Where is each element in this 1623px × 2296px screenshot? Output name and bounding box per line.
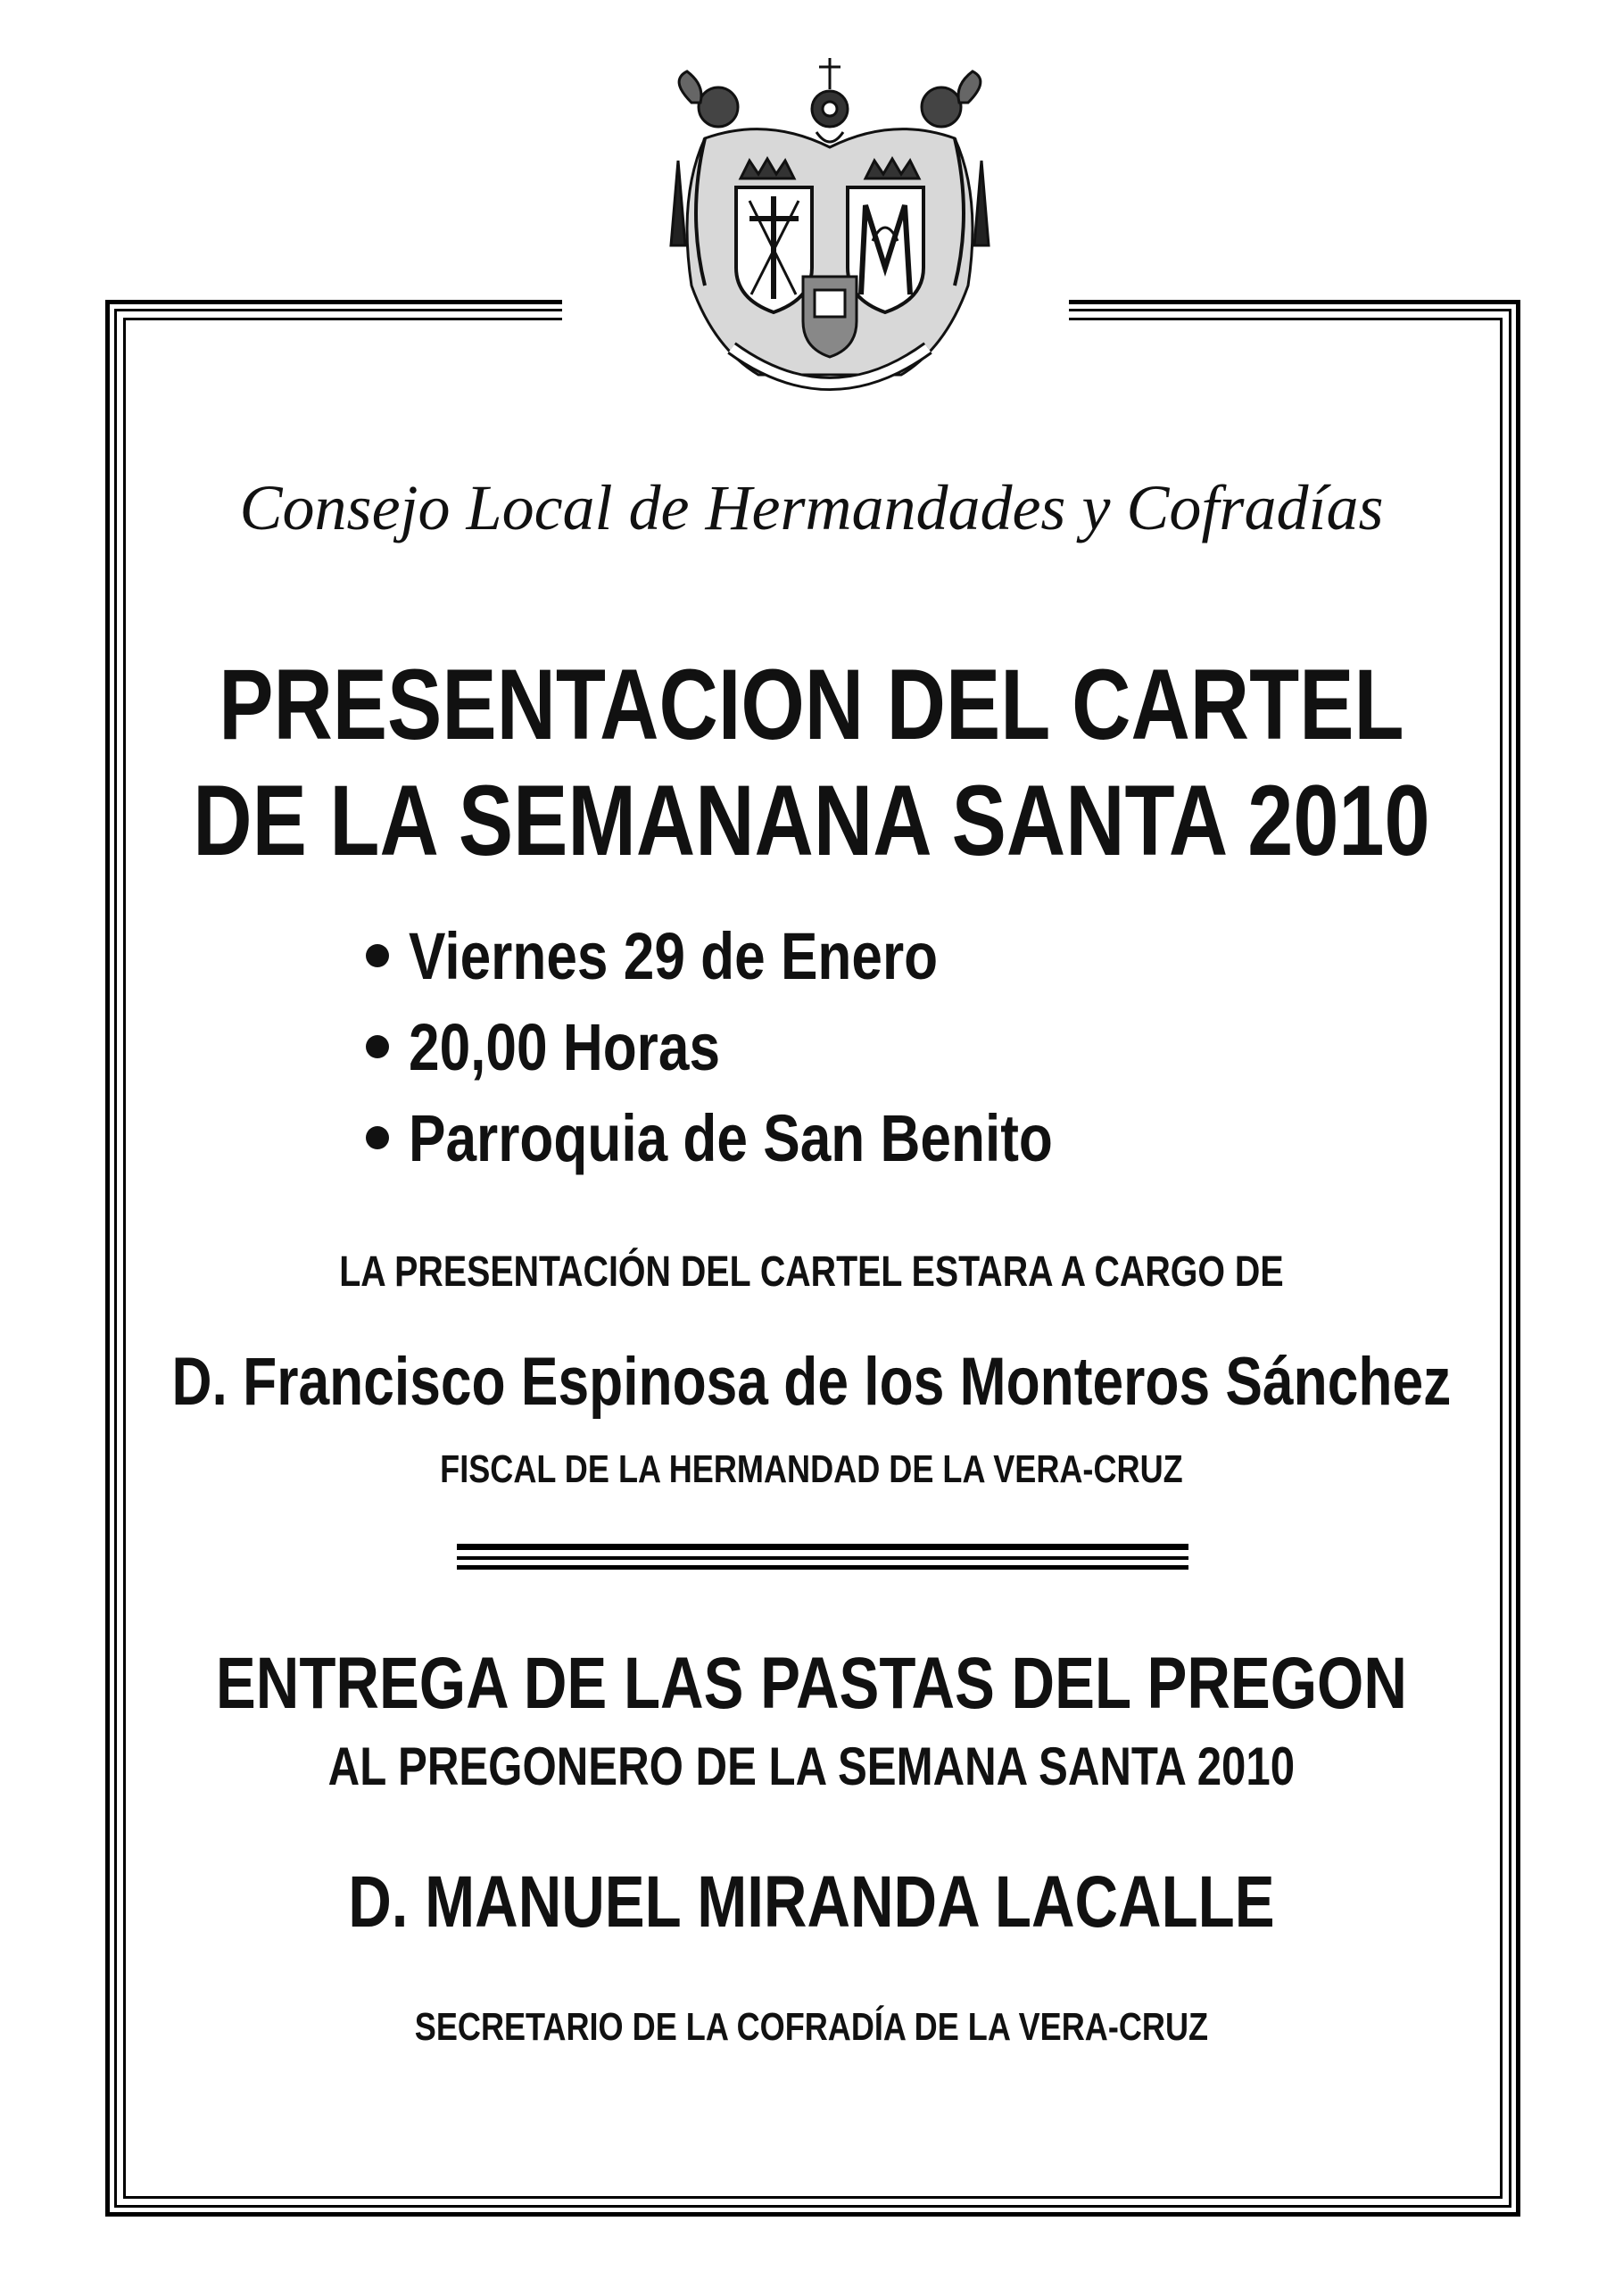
event-date-item: [366, 910, 1175, 1001]
event-venue: Parroquia de San Benito: [409, 1100, 1053, 1175]
crest-icon: [651, 54, 1008, 437]
divider-line: [457, 1565, 1188, 1570]
presenter-intro: LA PRESENTACIÓN DEL CARTEL ESTARA A CARGO DE: [339, 1248, 1284, 1296]
organization-name: Consejo Local de Hermandades y Cofradías: [239, 472, 1384, 543]
event-venue-item: [366, 1092, 1175, 1183]
bullet-icon: [366, 944, 389, 967]
presenter-role: FISCAL DE LA HERMANDAD DE LA VERA-CRUZ: [440, 1447, 1183, 1491]
presenter-name: D. Francisco Espinosa de los Monteros Sánchez: [171, 1344, 1452, 1420]
bullet-icon: [366, 1035, 389, 1058]
announcer-role: SECRETARIO DE LA COFRADÍA DE LA VERA-CRUZ: [414, 2005, 1209, 2049]
title-line-1: PRESENTACION DEL CARTEL: [219, 649, 1404, 760]
title-line-2: DE LA SEMANANA SANTA 2010: [193, 765, 1430, 876]
event-time-item: [366, 1001, 1175, 1092]
event-details-list: [366, 910, 1175, 1183]
handover-title: ENTREGA DE LAS PASTAS DEL PREGON: [215, 1643, 1407, 1724]
bullet-icon: [366, 1126, 389, 1149]
event-time: 20,00 Horas: [409, 1009, 721, 1084]
handover-subtitle: AL PREGONERO DE LA SEMANA SANTA 2010: [327, 1737, 1296, 1796]
announcer-name: D. MANUEL MIRANDA LACALLE: [348, 1861, 1275, 1943]
divider-line: [457, 1544, 1188, 1550]
divider-line: [457, 1556, 1188, 1560]
event-date: Viernes 29 de Enero: [409, 918, 939, 993]
